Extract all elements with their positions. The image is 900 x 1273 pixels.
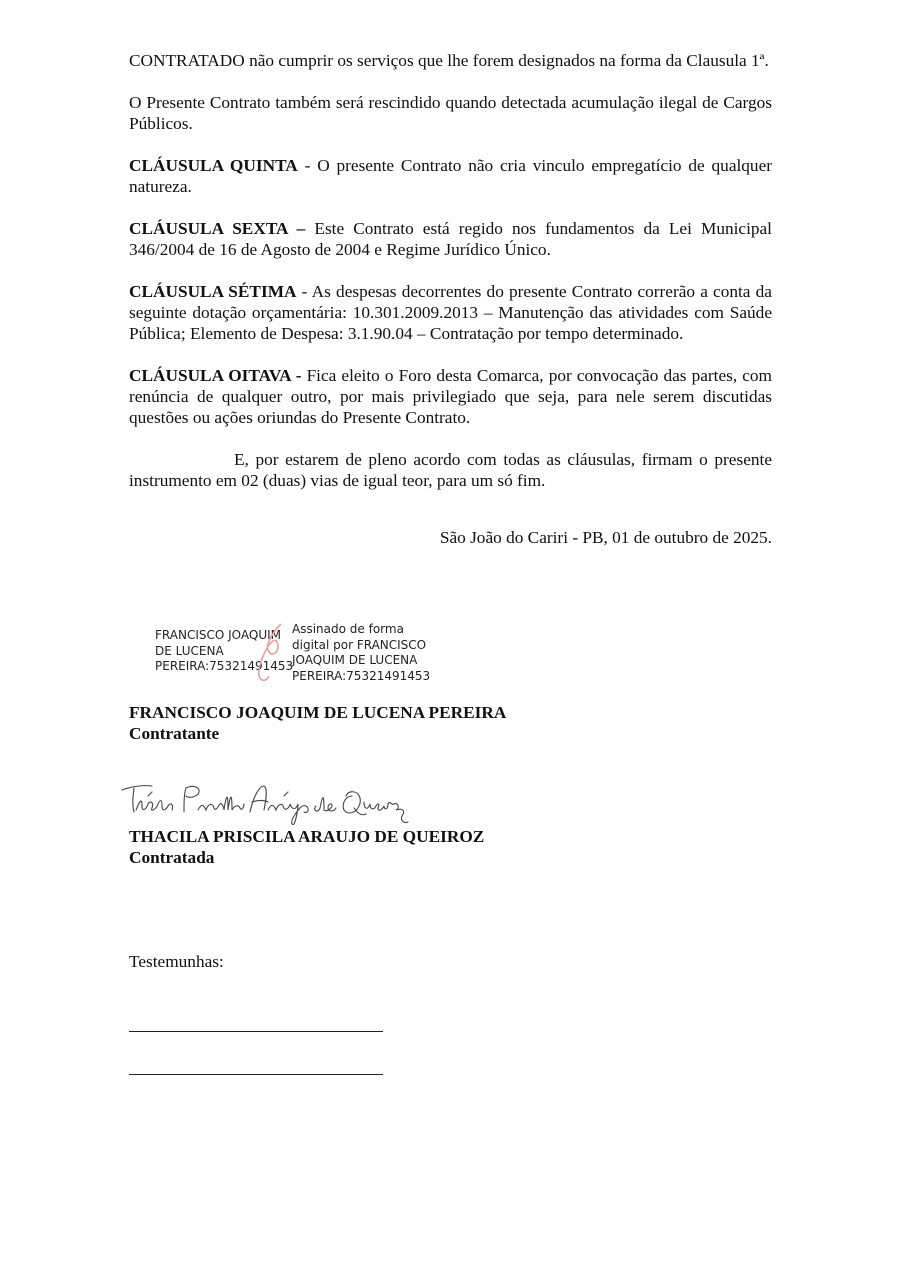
digital-signature-mark-icon [251, 622, 295, 686]
clause-seventh-title: CLÁUSULA SÉTIMA [129, 282, 297, 301]
clause-fifth [129, 155, 772, 197]
contract-body [129, 50, 772, 569]
paragraph-continuation: CONTRATADO não cumprir os serviços que lhe forem designados na forma da Clausula 1ª. [129, 51, 769, 70]
contratante-name: FRANCISCO JOAQUIM DE LUCENA PEREIRA [129, 703, 507, 722]
digsig-left-line-3: PEREIRA:75321491453 [155, 659, 294, 673]
contratada-role: Contratada [129, 848, 215, 867]
digsig-right-line-2: digital por FRANCISCO [292, 637, 427, 652]
clause-eighth [129, 365, 772, 428]
contratada-block [129, 826, 484, 868]
witness-signature-line-2 [129, 1074, 383, 1075]
digsig-right-line-1: Assinado de forma [292, 622, 404, 636]
clause-seventh [129, 281, 772, 344]
clause-eighth-text: Fica eleito o Foro desta Comarca, por convocação das partes, com renúncia de qualquer outro, por mais privilegiado que seja, para nele serem discutidas questões ou ações oriundas do Presente Contrato. [129, 366, 772, 427]
handwritten-signature [118, 776, 410, 828]
digsig-left-line-2: DE LUCENA [155, 643, 224, 658]
clause-sixth [129, 218, 772, 260]
clause-sixth-title: CLÁUSULA SEXTA – [129, 219, 306, 238]
clause-eighth-title: CLÁUSULA OITAVA - [129, 366, 302, 385]
digsig-right-line-3: JOAQUIM DE LUCENA [292, 653, 418, 667]
closing-paragraph: E, por estarem de pleno acordo com todas as cláusulas, firmam o presente instrumento em 02 (duas) vias de igual teor, para um só fim. [129, 450, 772, 490]
clause-sixth-text: Este Contrato está regido nos fundamentos da Lei Municipal 346/2004 de 16 de Agosto de 2004 e Regime Jurídico Único. [129, 219, 772, 259]
clause-seventh-text: - As despesas decorrentes do presente Contrato correrão a conta da seguinte dotação orçamentária: 10.301.2009.2013 – Manutenção das atividades com Saúde Pública; Elemento de Despesa: 3.1.90.04 – Contratação por tempo determinado. [129, 282, 772, 343]
contratante-role: Contratante [129, 724, 220, 743]
digsig-right-line-4: PEREIRA:75321491453 [292, 668, 431, 683]
digsig-left-line-1: FRANCISCO JOAQUIM [155, 628, 282, 642]
clause-fifth-title: CLÁUSULA QUINTA [129, 156, 298, 175]
digital-signature-statement [292, 622, 430, 684]
witness-signature-line-1 [129, 1031, 383, 1032]
digital-signature-block [155, 622, 455, 686]
place-date: São João do Cariri - PB, 01 de outubro de 2025. [439, 528, 772, 547]
contratada-name: THACILA PRISCILA ARAUJO DE QUEIROZ [129, 827, 485, 846]
clause-fifth-text: - O presente Contrato não cria vinculo empregatício de qualquer natureza. [129, 156, 772, 196]
contratante-block [129, 702, 506, 744]
paragraph-rescission: O Presente Contrato também será rescindido quando detectada acumulação ilegal de Cargos Públicos. [129, 93, 772, 133]
witnesses-label: Testemunhas: [129, 952, 224, 971]
